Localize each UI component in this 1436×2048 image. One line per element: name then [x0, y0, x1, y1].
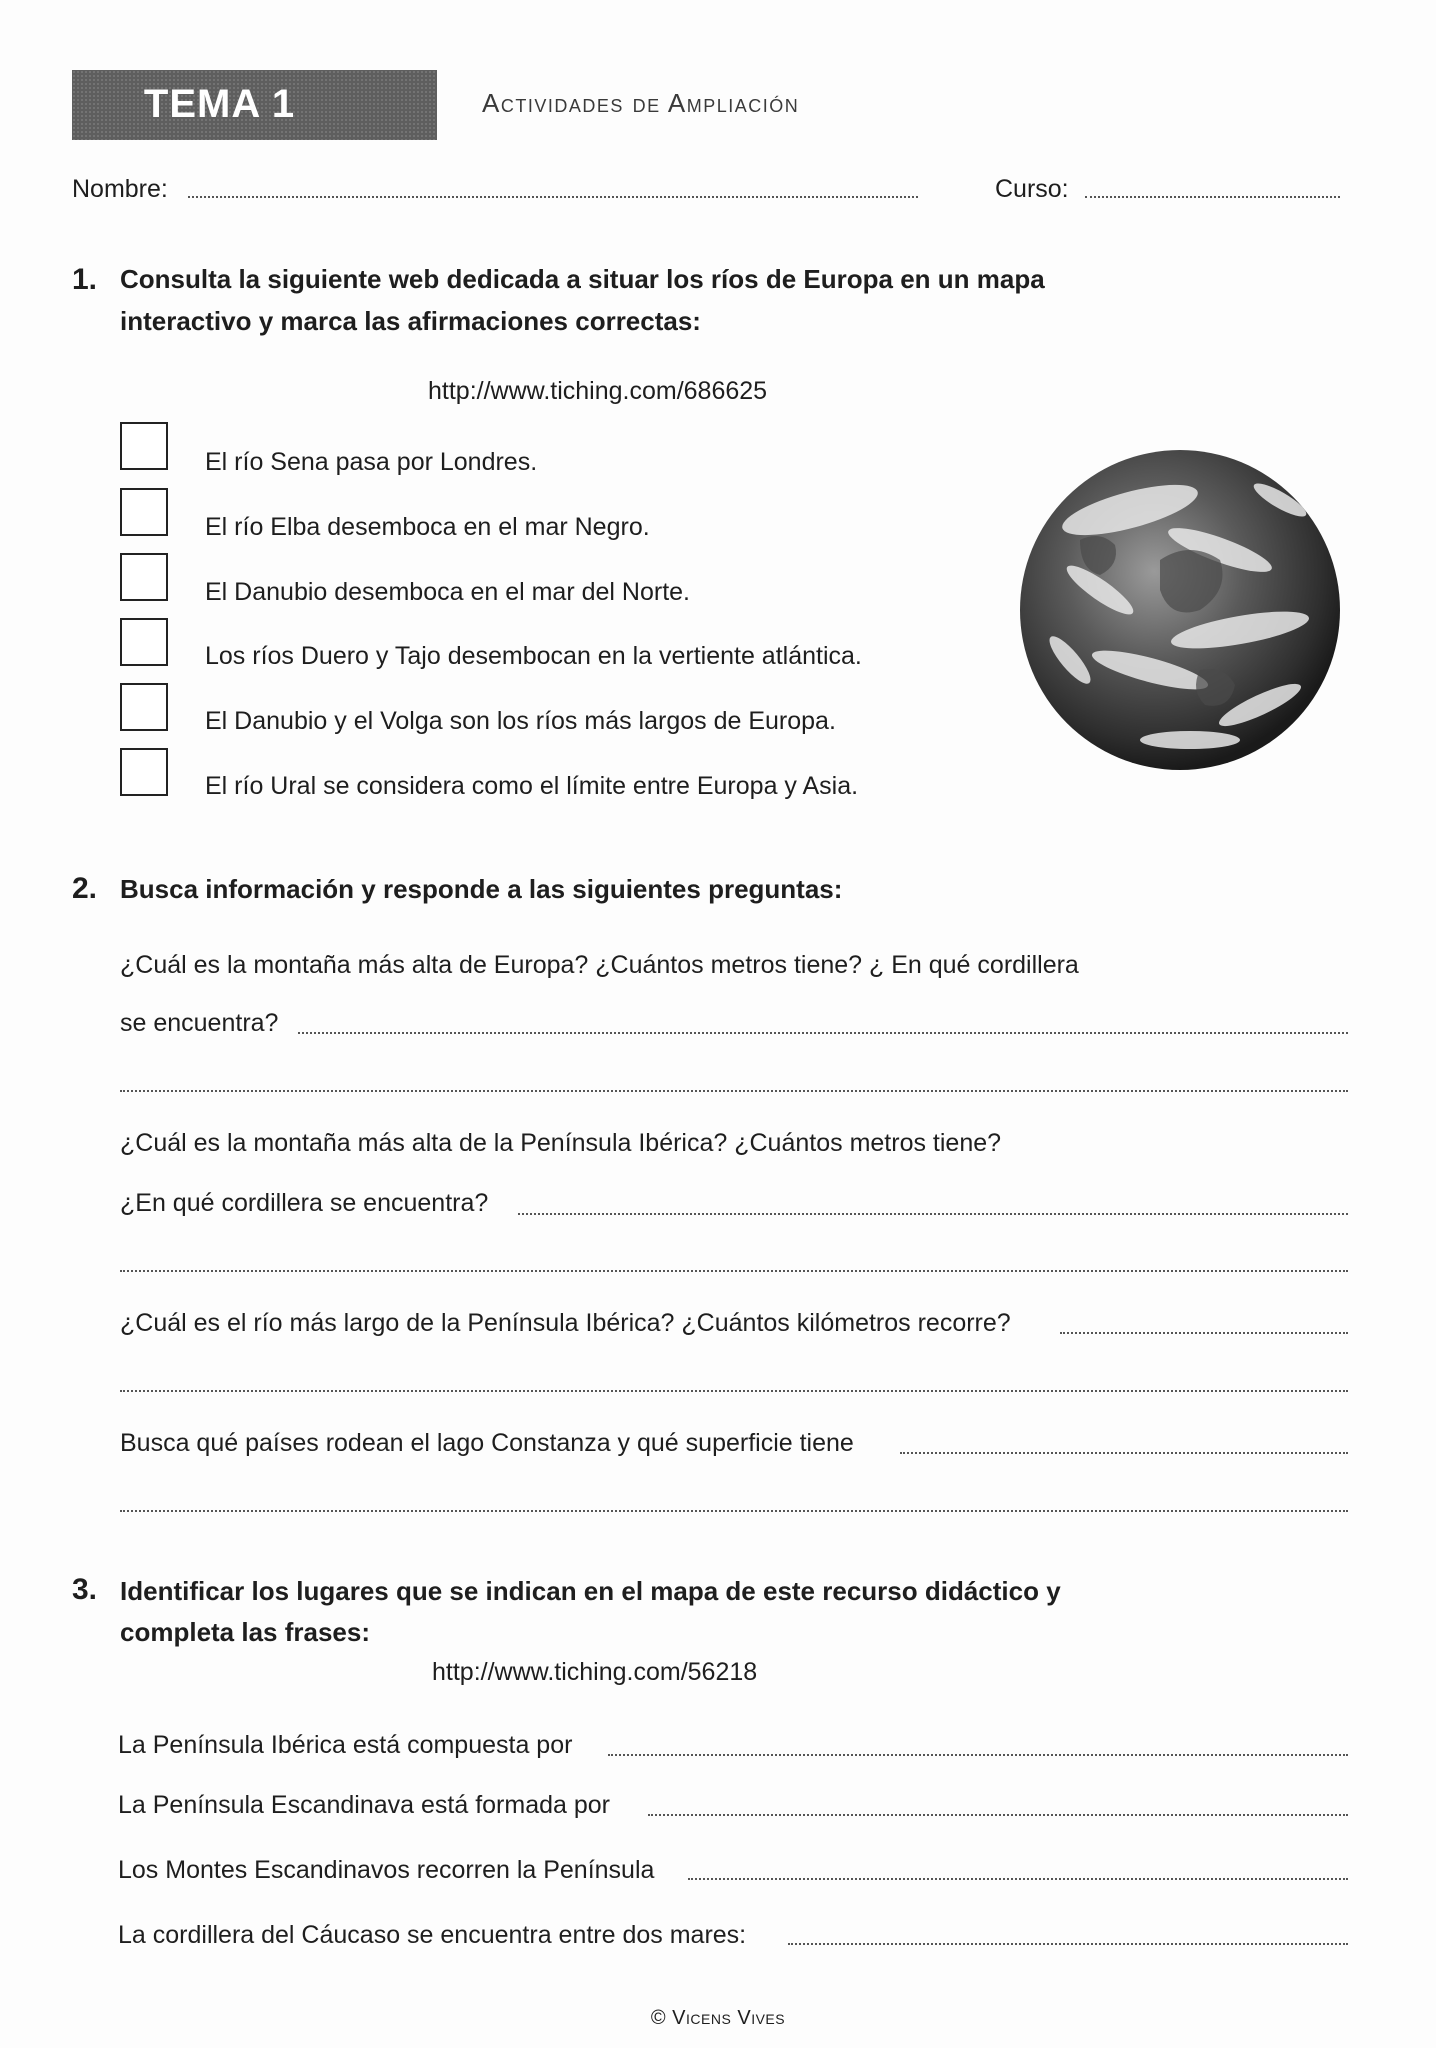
sentence-3-field[interactable] — [688, 1878, 1348, 1880]
question-1-line1: ¿Cuál es la montaña más alta de Europa? ¿Cuántos metros tiene? ¿ En qué cordillera — [120, 951, 1079, 979]
nombre-field[interactable] — [188, 196, 918, 198]
section-2-number: 2. — [72, 872, 98, 905]
answer-line-4b[interactable] — [120, 1510, 1348, 1512]
question-4-line1: Busca qué países rodean el lago Constanza y qué superficie tiene — [120, 1429, 854, 1457]
answer-line-2b[interactable] — [120, 1270, 1348, 1272]
checkbox-statement-4[interactable] — [120, 618, 168, 666]
footer-copyright: © Vicens Vives — [650, 2007, 786, 2029]
sentence-1: La Península Ibérica está compuesta por — [118, 1731, 573, 1759]
statement-4: Los ríos Duero y Tajo desembocan en la vertiente atlántica. — [205, 642, 862, 670]
checkbox-statement-1[interactable] — [120, 422, 168, 470]
worksheet-subtitle: Actividades de Ampliación — [482, 88, 800, 118]
section-1-prompt-line2: interactivo y marca las afirmaciones correctas: — [120, 306, 701, 336]
answer-line-3b[interactable] — [120, 1390, 1348, 1392]
section-3-url[interactable]: http://www.tiching.com/56218 — [432, 1658, 758, 1686]
tema-banner — [72, 70, 437, 140]
sentence-4-field[interactable] — [788, 1943, 1348, 1945]
sentence-2: La Península Escandinava está formada por — [118, 1791, 610, 1819]
answer-line-4a[interactable] — [900, 1452, 1348, 1454]
section-3-prompt-line2: completa las frases: — [120, 1617, 371, 1647]
statement-3: El Danubio desemboca en el mar del Norte. — [205, 578, 690, 606]
sentence-2-field[interactable] — [648, 1814, 1348, 1816]
answer-line-1a[interactable] — [298, 1032, 1348, 1034]
question-3-line1: ¿Cuál es el río más largo de la Península Ibérica? ¿Cuántos kilómetros recorre? — [120, 1309, 1011, 1337]
question-1-line2: se encuentra? — [120, 1009, 279, 1037]
sentence-3: Los Montes Escandinavos recorren la Península — [118, 1856, 655, 1884]
section-3-prompt-line1: Identificar los lugares que se indican en el mapa de este recurso didáctico y — [120, 1576, 1061, 1606]
section-1-prompt-line1: Consulta la siguiente web dedicada a situar los ríos de Europa en un mapa — [120, 264, 1045, 294]
section-3-number: 3. — [72, 1573, 98, 1606]
sentence-4: La cordillera del Cáucaso se encuentra entre dos mares: — [118, 1921, 747, 1949]
answer-line-2a[interactable] — [518, 1213, 1348, 1215]
checkbox-statement-3[interactable] — [120, 553, 168, 601]
curso-field[interactable] — [1085, 196, 1340, 198]
question-2-line2: ¿En qué cordillera se encuentra? — [120, 1189, 489, 1217]
checkbox-statement-6[interactable] — [120, 748, 168, 796]
checkbox-statement-5[interactable] — [120, 683, 168, 731]
statement-5: El Danubio y el Volga son los ríos más largos de Europa. — [205, 707, 836, 735]
curso-label: Curso: — [995, 175, 1069, 203]
tema-title: TEMA 1 — [143, 82, 296, 126]
answer-line-3a[interactable] — [1060, 1332, 1348, 1334]
question-2-line1: ¿Cuál es la montaña más alta de la Península Ibérica? ¿Cuántos metros tiene? — [120, 1129, 1002, 1157]
earth-globe-image — [1010, 440, 1350, 780]
statement-6: El río Ural se considera como el límite entre Europa y Asia. — [205, 772, 859, 800]
answer-line-1b[interactable] — [120, 1090, 1348, 1092]
statement-2: El río Elba desemboca en el mar Negro. — [205, 513, 650, 541]
section-1-number: 1. — [72, 263, 98, 296]
nombre-label: Nombre: — [72, 175, 168, 203]
checkbox-statement-2[interactable] — [120, 488, 168, 536]
statement-1: El río Sena pasa por Londres. — [205, 448, 538, 476]
sentence-1-field[interactable] — [608, 1754, 1348, 1756]
section-2-prompt: Busca información y responde a las siguientes preguntas: — [120, 874, 843, 904]
section-1-url[interactable]: http://www.tiching.com/686625 — [428, 377, 768, 405]
